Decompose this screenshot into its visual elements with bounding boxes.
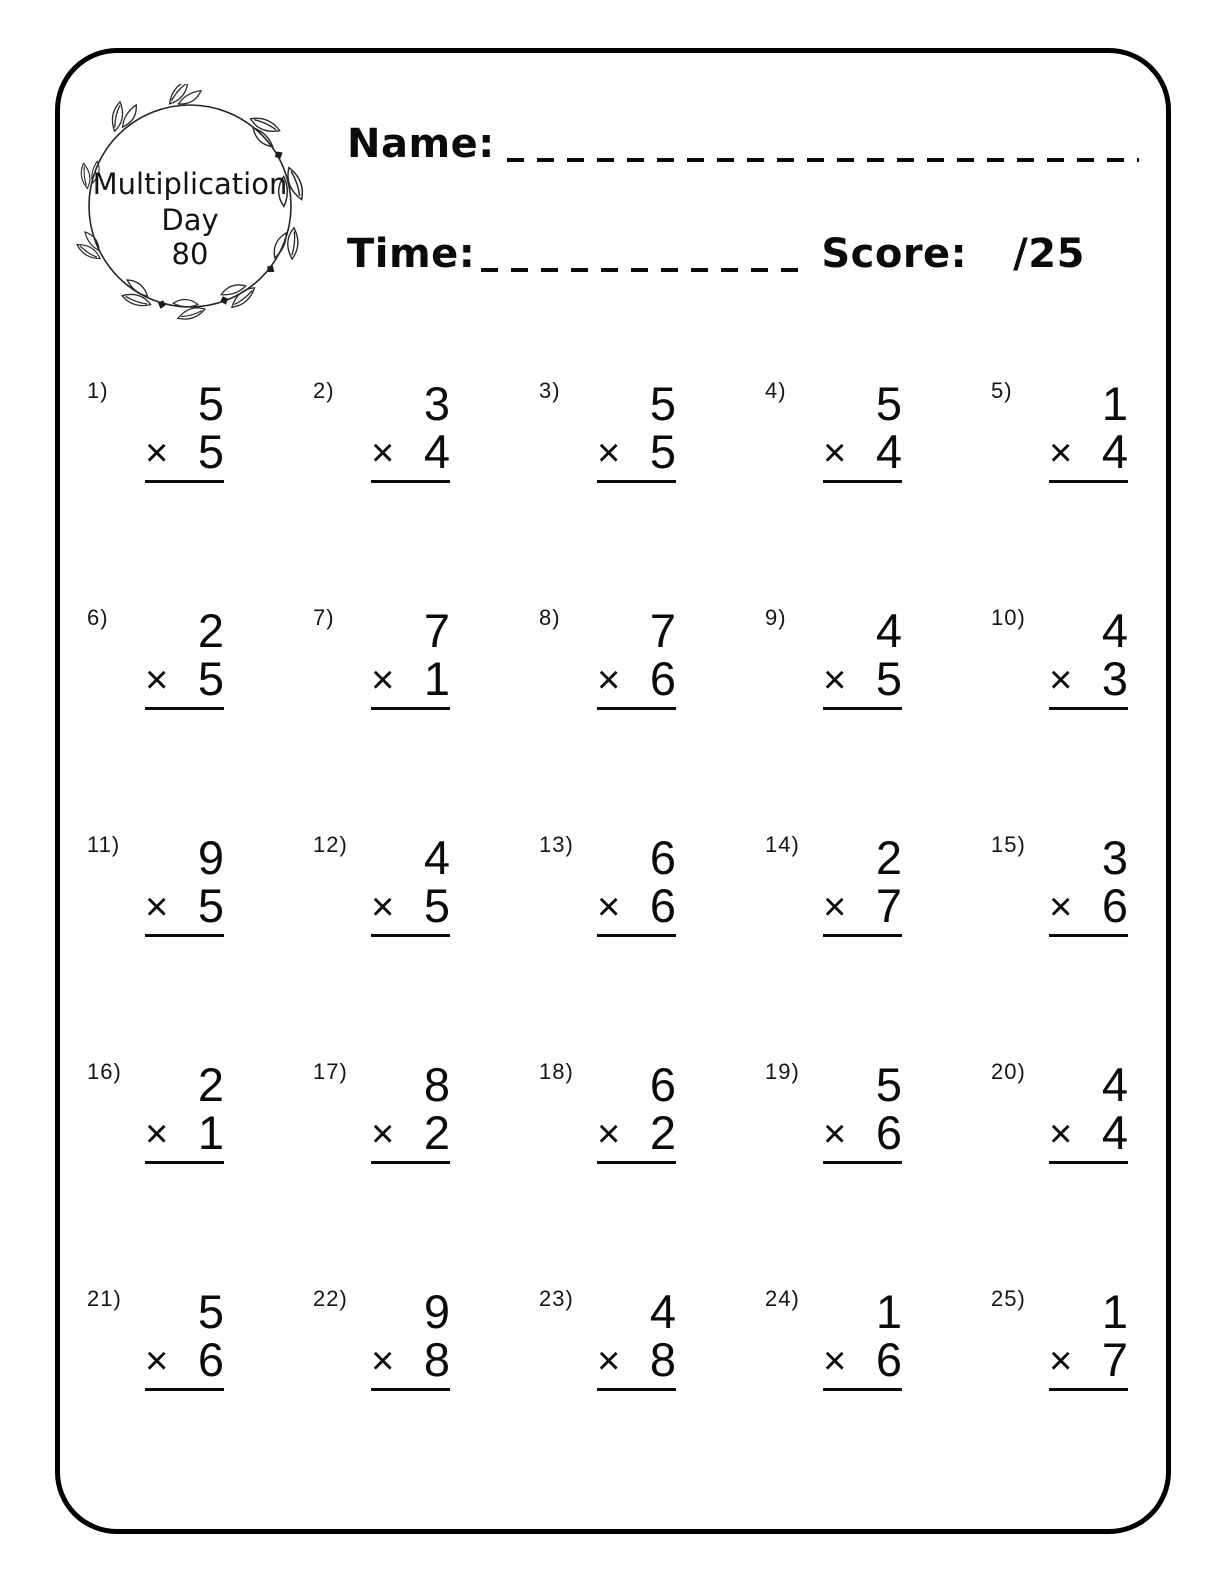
problem-number: 15) <box>991 832 1026 857</box>
problem-number: 2) <box>313 378 335 403</box>
problem-cell <box>537 1276 763 1503</box>
answer-line[interactable] <box>145 1106 224 1164</box>
time-input-line[interactable] <box>481 226 799 272</box>
problem-number: 18) <box>539 1059 574 1084</box>
multiply-icon: × <box>1049 658 1073 702</box>
multiplicand: 6 <box>649 831 676 884</box>
problem-stack <box>597 377 676 483</box>
multiply-icon: × <box>597 431 621 475</box>
multiplier: 5 <box>875 652 902 705</box>
multiplicand: 5 <box>875 1058 902 1111</box>
problem-cell <box>85 1049 311 1276</box>
multiplier: 6 <box>1101 879 1128 932</box>
problem-stack <box>823 377 902 483</box>
answer-line[interactable] <box>823 879 902 937</box>
multiplicand: 5 <box>197 1285 224 1338</box>
multiplicand: 7 <box>423 604 450 657</box>
answer-line[interactable] <box>145 879 224 937</box>
problem-stack <box>371 1285 450 1391</box>
multiply-icon: × <box>823 431 847 475</box>
time-score-row <box>347 226 1139 277</box>
multiplicand: 1 <box>875 1285 902 1338</box>
problem-number: 22) <box>313 1286 348 1311</box>
multiplier: 6 <box>649 652 676 705</box>
wreath-icon <box>72 84 308 324</box>
problem-number: 4) <box>765 378 787 403</box>
multiply-icon: × <box>1049 1339 1073 1383</box>
problem-stack <box>597 1285 676 1391</box>
problem-stack <box>145 377 224 483</box>
problem-cell <box>763 368 989 595</box>
problem-cell <box>537 368 763 595</box>
multiplicand: 4 <box>649 1285 676 1338</box>
multiply-icon: × <box>371 658 395 702</box>
answer-line[interactable] <box>145 652 224 710</box>
answer-line[interactable] <box>597 652 676 710</box>
multiplicand: 2 <box>197 1058 224 1111</box>
problem-number: 5) <box>991 378 1013 403</box>
problem-cell <box>989 822 1215 1049</box>
multiplier: 5 <box>197 425 224 478</box>
name-row <box>347 116 1139 167</box>
answer-line[interactable] <box>145 425 224 483</box>
problem-cell <box>85 368 311 595</box>
answer-line[interactable] <box>371 1106 450 1164</box>
answer-line[interactable] <box>371 879 450 937</box>
multiplicand: 4 <box>423 831 450 884</box>
problem-number: 14) <box>765 832 800 857</box>
problem-number: 9) <box>765 605 787 630</box>
multiplicand: 1 <box>1101 377 1128 430</box>
problem-cell <box>763 595 989 822</box>
answer-line[interactable] <box>1049 879 1128 937</box>
multiply-icon: × <box>597 885 621 929</box>
multiplicand: 5 <box>197 377 224 430</box>
problem-number: 19) <box>765 1059 800 1084</box>
problem-number: 3) <box>539 378 561 403</box>
logo-day: Day <box>161 203 219 237</box>
multiplier: 5 <box>649 425 676 478</box>
multiplier: 5 <box>197 879 224 932</box>
problem-number: 20) <box>991 1059 1026 1084</box>
problem-stack <box>145 831 224 937</box>
logo-title: Multiplication <box>92 167 288 201</box>
problem-cell <box>85 1276 311 1503</box>
problem-stack <box>1049 377 1128 483</box>
multiply-icon: × <box>823 1112 847 1156</box>
problem-stack <box>1049 1285 1128 1391</box>
multiply-icon: × <box>371 431 395 475</box>
multiply-icon: × <box>823 885 847 929</box>
answer-line[interactable] <box>371 425 450 483</box>
multiply-icon: × <box>371 885 395 929</box>
multiplicand: 2 <box>197 604 224 657</box>
multiplier: 4 <box>1101 425 1128 478</box>
multiply-icon: × <box>597 1112 621 1156</box>
multiplier: 5 <box>197 652 224 705</box>
multiply-icon: × <box>597 1339 621 1383</box>
multiplier: 4 <box>1101 1106 1128 1159</box>
multiplier: 6 <box>875 1333 902 1386</box>
answer-line[interactable] <box>823 425 902 483</box>
answer-line[interactable] <box>597 1106 676 1164</box>
multiply-icon: × <box>823 658 847 702</box>
multiplier: 4 <box>875 425 902 478</box>
logo-number: 80 <box>171 237 209 271</box>
multiplier: 1 <box>423 652 450 705</box>
problem-stack <box>371 604 450 710</box>
answer-line[interactable] <box>371 652 450 710</box>
multiplicand: 1 <box>1101 1285 1128 1338</box>
multiplier: 1 <box>197 1106 224 1159</box>
problem-stack <box>145 1285 224 1391</box>
problem-stack <box>823 1058 902 1164</box>
problem-number: 10) <box>991 605 1026 630</box>
multiplier: 8 <box>649 1333 676 1386</box>
multiplier: 6 <box>875 1106 902 1159</box>
multiplier: 8 <box>423 1333 450 1386</box>
multiplicand: 3 <box>423 377 450 430</box>
multiplicand: 8 <box>423 1058 450 1111</box>
problem-stack <box>823 604 902 710</box>
score-label: Score: <box>821 231 968 277</box>
problem-stack <box>1049 831 1128 937</box>
multiplicand: 9 <box>423 1285 450 1338</box>
multiply-icon: × <box>145 431 169 475</box>
problem-stack <box>597 1058 676 1164</box>
multiply-icon: × <box>145 1112 169 1156</box>
problem-cell <box>311 1276 537 1503</box>
problem-number: 23) <box>539 1286 574 1311</box>
problem-cell <box>311 1049 537 1276</box>
problem-stack <box>371 377 450 483</box>
multiplier: 3 <box>1101 652 1128 705</box>
problem-cell <box>989 595 1215 822</box>
problem-stack <box>823 831 902 937</box>
problem-cell <box>537 595 763 822</box>
problem-number: 24) <box>765 1286 800 1311</box>
answer-line[interactable] <box>597 425 676 483</box>
multiplier: 2 <box>423 1106 450 1159</box>
answer-line[interactable] <box>1049 652 1128 710</box>
problem-stack <box>145 604 224 710</box>
multiplier: 7 <box>875 879 902 932</box>
problem-stack <box>371 831 450 937</box>
worksheet-logo <box>72 84 308 324</box>
multiply-icon: × <box>145 1339 169 1383</box>
answer-line[interactable] <box>371 1333 450 1391</box>
multiplier: 6 <box>649 879 676 932</box>
problem-cell <box>989 368 1215 595</box>
problem-cell <box>989 1049 1215 1276</box>
problem-cell <box>311 368 537 595</box>
multiplicand: 4 <box>1101 604 1128 657</box>
answer-line[interactable] <box>823 652 902 710</box>
answer-line[interactable] <box>823 1333 902 1391</box>
multiplicand: 7 <box>649 604 676 657</box>
problem-number: 25) <box>991 1286 1026 1311</box>
problem-cell <box>311 595 537 822</box>
multiplicand: 4 <box>1101 1058 1128 1111</box>
multiply-icon: × <box>1049 431 1073 475</box>
multiply-icon: × <box>145 885 169 929</box>
problem-cell <box>537 1049 763 1276</box>
multiplicand: 3 <box>1101 831 1128 884</box>
multiplicand: 4 <box>875 604 902 657</box>
problem-cell <box>537 822 763 1049</box>
problem-cell <box>311 822 537 1049</box>
multiplicand: 9 <box>197 831 224 884</box>
answer-line[interactable] <box>597 879 676 937</box>
answer-line[interactable] <box>823 1106 902 1164</box>
multiply-icon: × <box>1049 885 1073 929</box>
multiplicand: 2 <box>875 831 902 884</box>
problem-number: 12) <box>313 832 348 857</box>
answer-line[interactable] <box>1049 1106 1128 1164</box>
multiply-icon: × <box>597 658 621 702</box>
multiplier: 2 <box>649 1106 676 1159</box>
problem-number: 21) <box>87 1286 122 1311</box>
problem-cell <box>763 1276 989 1503</box>
multiplier: 7 <box>1101 1333 1128 1386</box>
problem-number: 7) <box>313 605 335 630</box>
answer-line[interactable] <box>1049 1333 1128 1391</box>
problem-cell <box>989 1276 1215 1503</box>
name-input-line[interactable] <box>507 116 1139 162</box>
problem-number: 8) <box>539 605 561 630</box>
multiplicand: 6 <box>649 1058 676 1111</box>
multiply-icon: × <box>1049 1112 1073 1156</box>
problem-stack <box>597 831 676 937</box>
multiplier: 5 <box>423 879 450 932</box>
multiplier: 4 <box>423 425 450 478</box>
problem-stack <box>597 604 676 710</box>
score-value: /25 <box>1013 231 1085 277</box>
multiply-icon: × <box>823 1339 847 1383</box>
multiply-icon: × <box>371 1112 395 1156</box>
problem-cell <box>85 822 311 1049</box>
time-label: Time: <box>347 231 476 277</box>
multiplier: 6 <box>197 1333 224 1386</box>
answer-line[interactable] <box>1049 425 1128 483</box>
problem-cell <box>763 1049 989 1276</box>
problem-stack <box>1049 1058 1128 1164</box>
problem-stack <box>145 1058 224 1164</box>
problem-stack <box>823 1285 902 1391</box>
name-label: Name: <box>347 121 495 167</box>
problem-cell <box>85 595 311 822</box>
multiply-icon: × <box>145 658 169 702</box>
answer-line[interactable] <box>145 1333 224 1391</box>
problem-number: 16) <box>87 1059 122 1084</box>
multiplicand: 5 <box>649 377 676 430</box>
problem-number: 11) <box>87 832 121 857</box>
multiply-icon: × <box>371 1339 395 1383</box>
problem-stack <box>371 1058 450 1164</box>
problem-number: 13) <box>539 832 574 857</box>
answer-line[interactable] <box>597 1333 676 1391</box>
problem-number: 6) <box>87 605 109 630</box>
multiplicand: 5 <box>875 377 902 430</box>
problem-cell <box>763 822 989 1049</box>
problem-number: 1) <box>87 378 109 403</box>
problem-stack <box>1049 604 1128 710</box>
problems-grid <box>85 368 1215 1503</box>
problem-number: 17) <box>313 1059 348 1084</box>
